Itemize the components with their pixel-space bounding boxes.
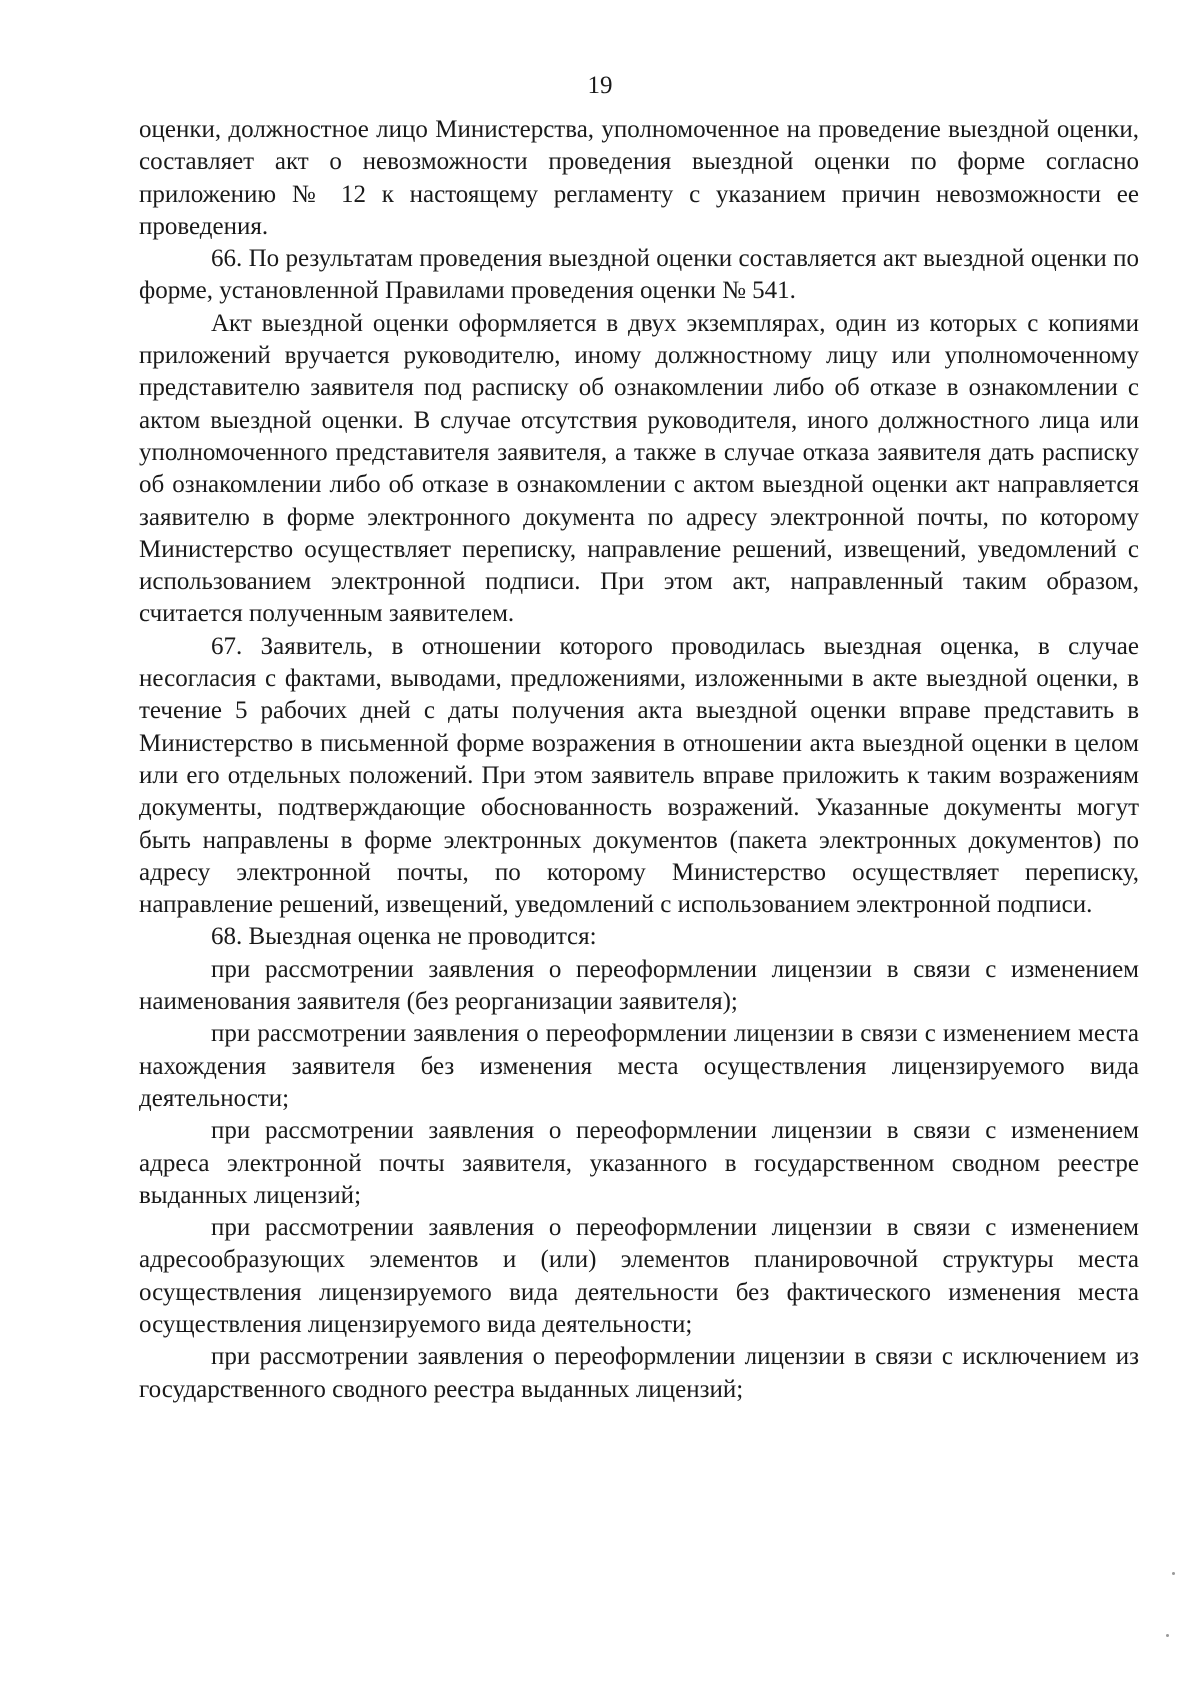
paragraph-continuation: оценки, должностное лицо Министерства, уполномоченное на проведение выездной оценки, составляет акт о невозможности проведения выездной оценки по форме согласно приложению № 12 к настоящему регламенту с указанием причин невозможности ее проведения.	[139, 116, 1139, 240]
scan-speck	[1172, 1572, 1175, 1575]
list-item-email-change: при рассмотрении заявления о переоформлении лицензии в связи с изменением адреса электронной почты заявителя, указанного в государственном сводном реестре выданных лицензий;	[139, 1117, 1139, 1209]
page-number: 19	[587, 72, 613, 99]
paragraph-act-copies: Акт выездной оценки оформляется в двух экземплярах, один из которых с копиями приложений вручается руководителю, иному должностному лицу или уполномоченному представителю заявителя под расписку об ознакомлении либо об отказе в ознакомлении с актом выездной оценки. В случае отсутствия руководителя, иного должностного лица или уполномоченного представителя заявителя, а также в случае отказа заявителя дать расписку об ознакомлении либо об отказе в ознакомлении с актом выездной оценки акт направляется заявителю в форме электронного документа по адресу электронной почты, по которому Министерство осуществляет переписку, направление решений, извещений, уведомлений с использованием электронной подписи. При этом акт, направленный таким образом, считается полученным заявителем.	[139, 309, 1139, 628]
paragraph-67: 67. Заявитель, в отношении которого проводилась выездная оценка, в случае несогласия с фактами, выводами, предложениями, изложенными в акте выездной оценки, в течение 5 рабочих дней с даты получения акта выездной оценки вправе представить в Министерство в письменной форме возражения в отношении акта выездной оценки в целом или его отдельных положений. При этом заявитель вправе приложить к таким возражениям документы, подтверждающие обоснованность возражений. Указанные документы могут быть направлены в форме электронных документов (пакета электронных документов) по адресу электронной почты, по которому Министерство осуществляет переписку, направление решений, извещений, уведомлений с использованием электронной подписи.	[139, 632, 1139, 919]
list-item-name-change: при рассмотрении заявления о переоформлении лицензии в связи с изменением наименования заявителя (без реорганизации заявителя);	[139, 955, 1139, 1016]
paragraph-68: 68. Выездная оценка не проводится:	[211, 923, 597, 951]
list-item-location-change: при рассмотрении заявления о переоформлении лицензии в связи с изменением места нахождения заявителя без изменения места осуществления лицензируемого вида деятельности;	[139, 1020, 1139, 1112]
list-item-address-elements-change: при рассмотрении заявления о переоформлении лицензии в связи с изменением адресообразующих элементов и (или) элементов планировочной структуры места осуществления лицензируемого вида деятельности без фактического изменения места осуществления лицензируемого вида деятельности;	[139, 1214, 1139, 1338]
paragraph-66: 66. По результатам проведения выездной оценки составляется акт выездной оценки по форме, установленной Правилами проведения оценки № 541.	[139, 245, 1139, 305]
document-body	[139, 114, 1139, 1406]
list-item-registry-exclusion: при рассмотрении заявления о переоформлении лицензии в связи с исключением из государственного сводного реестра выданных лицензий;	[139, 1343, 1139, 1403]
scan-speck	[1166, 1634, 1169, 1637]
